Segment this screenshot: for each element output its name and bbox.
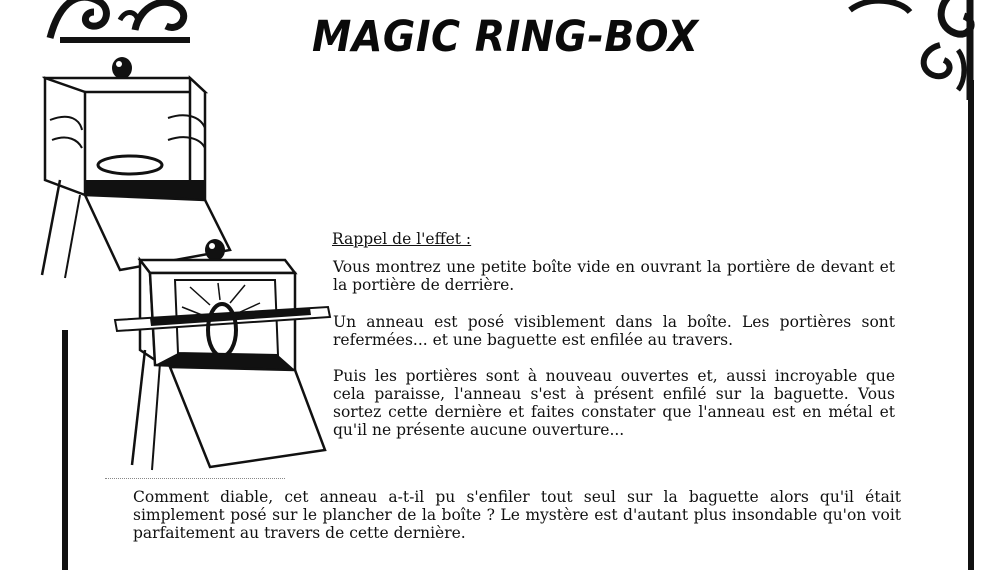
- section-heading: Rappel de l'effet :: [332, 230, 472, 248]
- corner-ornament-top-left: [40, 0, 200, 50]
- frame-border-left: [62, 330, 68, 570]
- paragraph-2: Un anneau est posé visiblement dans la boîte. Les portières sont refermées... et une baguette est enfilée au travers.: [333, 313, 895, 349]
- paragraph-1: Vous montrez une petite boîte vide en ouvrant la portière de devant et la portière de derrière.: [333, 258, 895, 294]
- frame-border-right: [968, 80, 974, 570]
- dotted-divider: [105, 478, 285, 479]
- paragraph-4: Comment diable, cet anneau a-t-il pu s'enfiler tout seul sur la baguette alors qu'il était simplement posé sur le plancher de la boîte ? Le mystère est d'autant plus insondable qu'on voit parfaitement au travers de cette dernière.: [133, 488, 901, 542]
- wand-box-illustration: [110, 235, 340, 475]
- document-title: MAGIC RING-BOX: [312, 12, 699, 62]
- paragraph-3: Puis les portières sont à nouveau ouvertes et, aussi incroyable que cela paraisse, l'anneau s'est à présent enfilé sur la baguette. Vous sortez cette dernière et faites constater que l'anneau est en métal et qu'il ne présente aucune ouverture...: [333, 367, 895, 439]
